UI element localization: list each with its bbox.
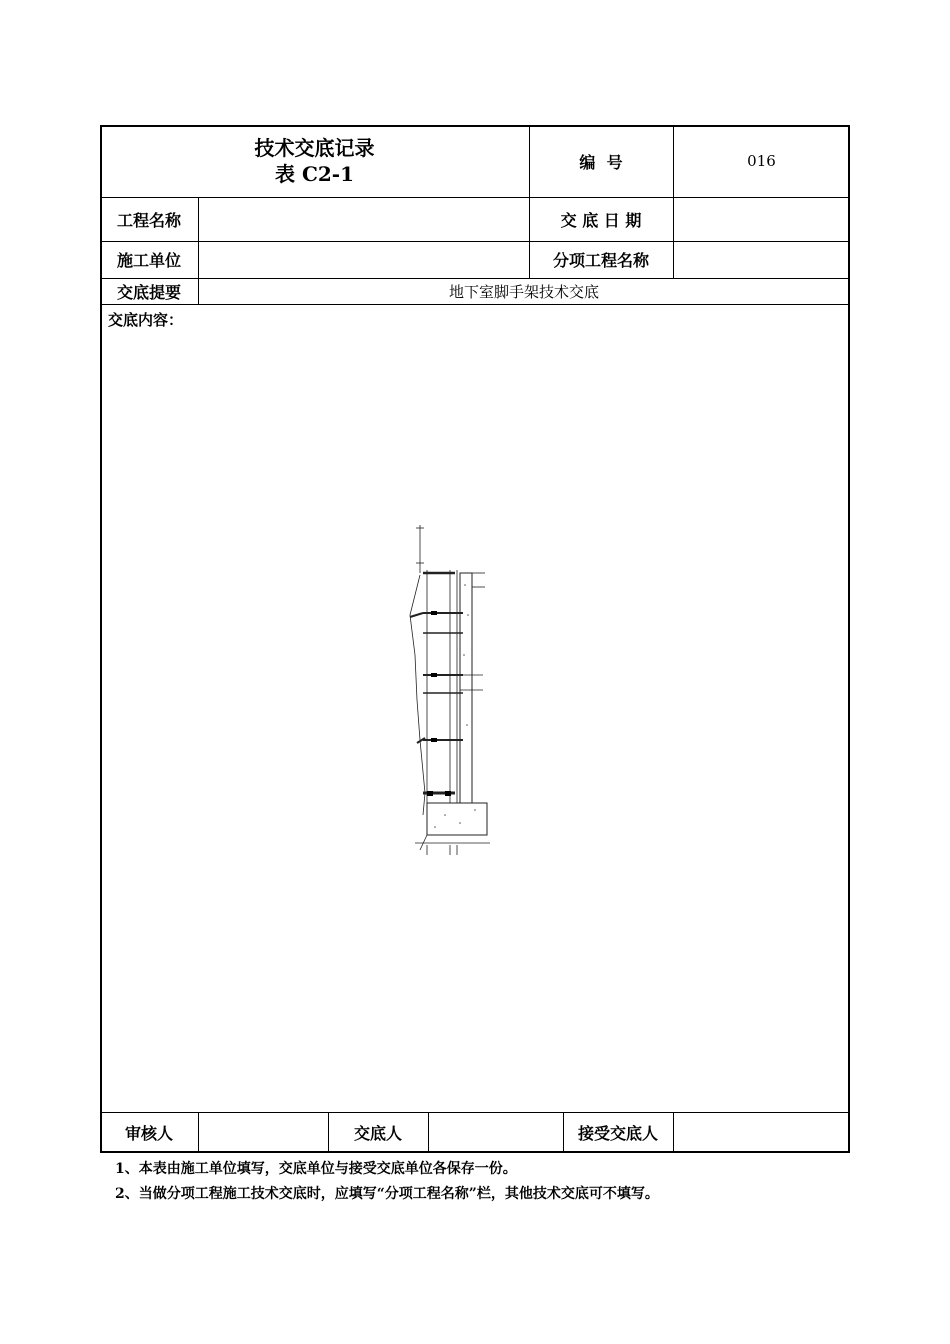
form-title-line2: 表 C2-1 (274, 162, 354, 186)
form-title (100, 125, 529, 197)
row-divider (100, 304, 850, 305)
number-value[interactable]: 016 (747, 152, 776, 170)
date-field[interactable] (673, 197, 850, 241)
construction-unit-label: 施工单位 (116, 251, 181, 270)
sub-project-label: 分项工程名称 (552, 251, 649, 270)
project-name-field[interactable] (198, 197, 529, 241)
form-title-line1: 技术交底记录 (254, 136, 375, 160)
reviewer-field[interactable] (198, 1112, 328, 1153)
content-label: 交底内容： (108, 310, 184, 329)
reviewer-label: 审核人 (124, 1124, 173, 1143)
receiver-field[interactable] (673, 1112, 850, 1153)
discloser-label: 交底人 (353, 1124, 402, 1143)
receiver-label: 接受交底人 (577, 1124, 658, 1143)
discloser-field[interactable] (428, 1112, 563, 1153)
summary-label: 交底提要 (116, 282, 181, 302)
number-label: 编 号 (579, 152, 623, 172)
scaffold-section-drawing-icon (365, 525, 500, 870)
note-1: 1、本表由施工单位填写，交底单位与接受交底单位各保存一份。 (115, 1161, 517, 1177)
project-name-label: 工程名称 (116, 210, 181, 230)
note-2: 2、当做分项工程施工技术交底时，应填写“分项工程名称”栏，其他技术交底可不填写。 (115, 1186, 659, 1202)
construction-unit-field[interactable] (198, 241, 529, 278)
date-label: 交 底 日 期 (560, 210, 642, 230)
sub-project-field[interactable] (673, 241, 850, 278)
summary-field[interactable]: 地下室脚手架技术交底 (448, 282, 599, 301)
